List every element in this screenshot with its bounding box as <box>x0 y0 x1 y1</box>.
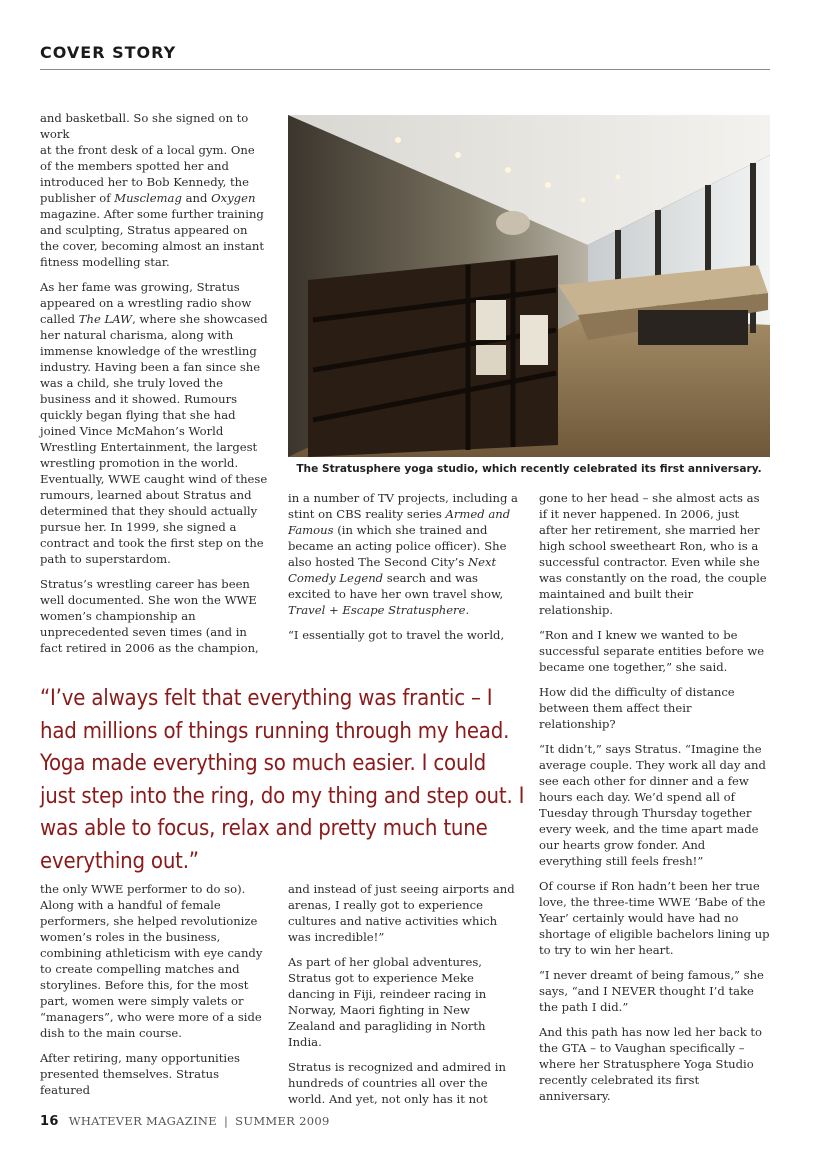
paragraph: Stratus’s wrestling career has been well documented. She won the WWE women’s championship an unprecedented seven times (and in fact retired in 2006 as the champion, <box>40 577 259 655</box>
paragraph: “I never dreamt of being famous,” she says, “and I NEVER thought I’d take the path I did.” <box>539 968 764 1014</box>
header-rule <box>40 69 770 70</box>
page-number: 16 <box>40 1114 59 1129</box>
column-3-top <box>539 490 770 1104</box>
paragraph: and instead of just seeing airports and arenas, I really got to experience cultures and native activities which was incredible!” <box>288 882 515 944</box>
paragraph: How did the difficulty of distance between them affect their relationship? <box>539 685 735 731</box>
magazine-name: WHATEVER MAGAZINE <box>68 1114 217 1128</box>
paragraph: Stratus is recognized and admired in hundreds of countries all over the world. And yet, not only has it not <box>288 1060 506 1106</box>
issue-date: SUMMER 2009 <box>235 1114 330 1128</box>
photo-caption: The Stratusphere yoga studio, which recently celebrated its first anniversary. <box>296 463 762 475</box>
footer-separator: | <box>223 1114 229 1128</box>
pull-quote: “I’ve always felt that everything was frantic – I had millions of things running through my head. Yoga made everything so much easier. I could just step into the ring, do my thing and step out. I was able to focus, relax and pretty much tune everything out.” <box>40 686 525 874</box>
paragraph: gone to her head – she almost acts as if it never happened. In 2006, just after her retirement, she married her high school sweetheart Ron, who is a successful contractor. Even while she was constantly on the road, the couple maintained and built their relationship. <box>539 491 767 617</box>
paragraph: “It didn’t,” says Stratus. “Imagine the average couple. They work all day and see each other for dinner and a few hours each day. We’d spend all of Tuesday through Thursday together every week, and the time apart made our hearts grow fonder. And everything still feels fresh!” <box>539 742 766 868</box>
paragraph: As part of her global adventures, Stratus got to experience Meke dancing in Fiji, reindeer racing in Norway, Maori fighting in New Zealand and paragliding in North India. <box>288 955 487 1049</box>
paragraph: “I essentially got to travel the world, <box>288 628 505 642</box>
paragraph: “Ron and I knew we wanted to be successful separate entities before we became one together,” she said. <box>539 628 765 674</box>
paragraph: As her fame was growing, Stratus appeared on a wrestling radio show called The LAW, where she showcased her natural charisma, along with immense knowledge of the wrestling industry. Having been a fan since she was a child, she truly loved the business and it showed. Rumours quickly began flying that she had joined Vince McMahon’s World Wrestling Entertainment, the largest wrestling promotion in the world. Eventually, WWE caught wind of these rumours, learned about Stratus and determined that they should actually pursue her. In 1999, she signed a contract and took the first step on the path to superstardom. <box>40 280 268 566</box>
paragraph: and basketball. So she signed on to work at the front desk of a local gym. One of the members spotted her and introduced her to Bob Kennedy, the publisher of Musclemag and Oxygen magazine. After some further training and sculpting, Stratus appeared on the cover, becoming almost an instant fitness modelling star. <box>40 111 264 269</box>
studio-photo <box>288 115 770 457</box>
column-1-top <box>40 110 268 656</box>
column-2-top <box>288 490 520 643</box>
page-footer <box>40 1114 330 1129</box>
column-2-bottom <box>288 881 520 1107</box>
paragraph: in a number of TV projects, including a stint on CBS reality series Armed and Famous (in which she trained and became an acting police officer). She also hosted The Second City’s Next Comedy Legend search and was excited to have her own travel show, Travel + Escape Stratusphere. <box>288 491 518 617</box>
paragraph: Of course if Ron hadn’t been her true love, the three-time WWE ‘Babe of the Year’ certainly would have had no shortage of eligible bachelors lining up to try to win her heart. <box>539 879 770 957</box>
paragraph: the only WWE performer to do so). Along with a handful of female performers, she helped revolutionize women’s roles in the business, combining athleticism with eye candy to create compelling matches and storylines. Before this, for the most part, women were simply valets or “managers”, who were more of a side dish to the main course. <box>40 882 263 1040</box>
paragraph: And this path has now led her back to the GTA – to Vaughan specifically – where her Stratusphere Yoga Studio recently celebrated its first anniversary. <box>539 1025 763 1103</box>
section-title: COVER STORY <box>40 43 177 62</box>
column-1-bottom <box>40 881 270 1098</box>
paragraph: After retiring, many opportunities presented themselves. Stratus featured <box>40 1051 240 1097</box>
